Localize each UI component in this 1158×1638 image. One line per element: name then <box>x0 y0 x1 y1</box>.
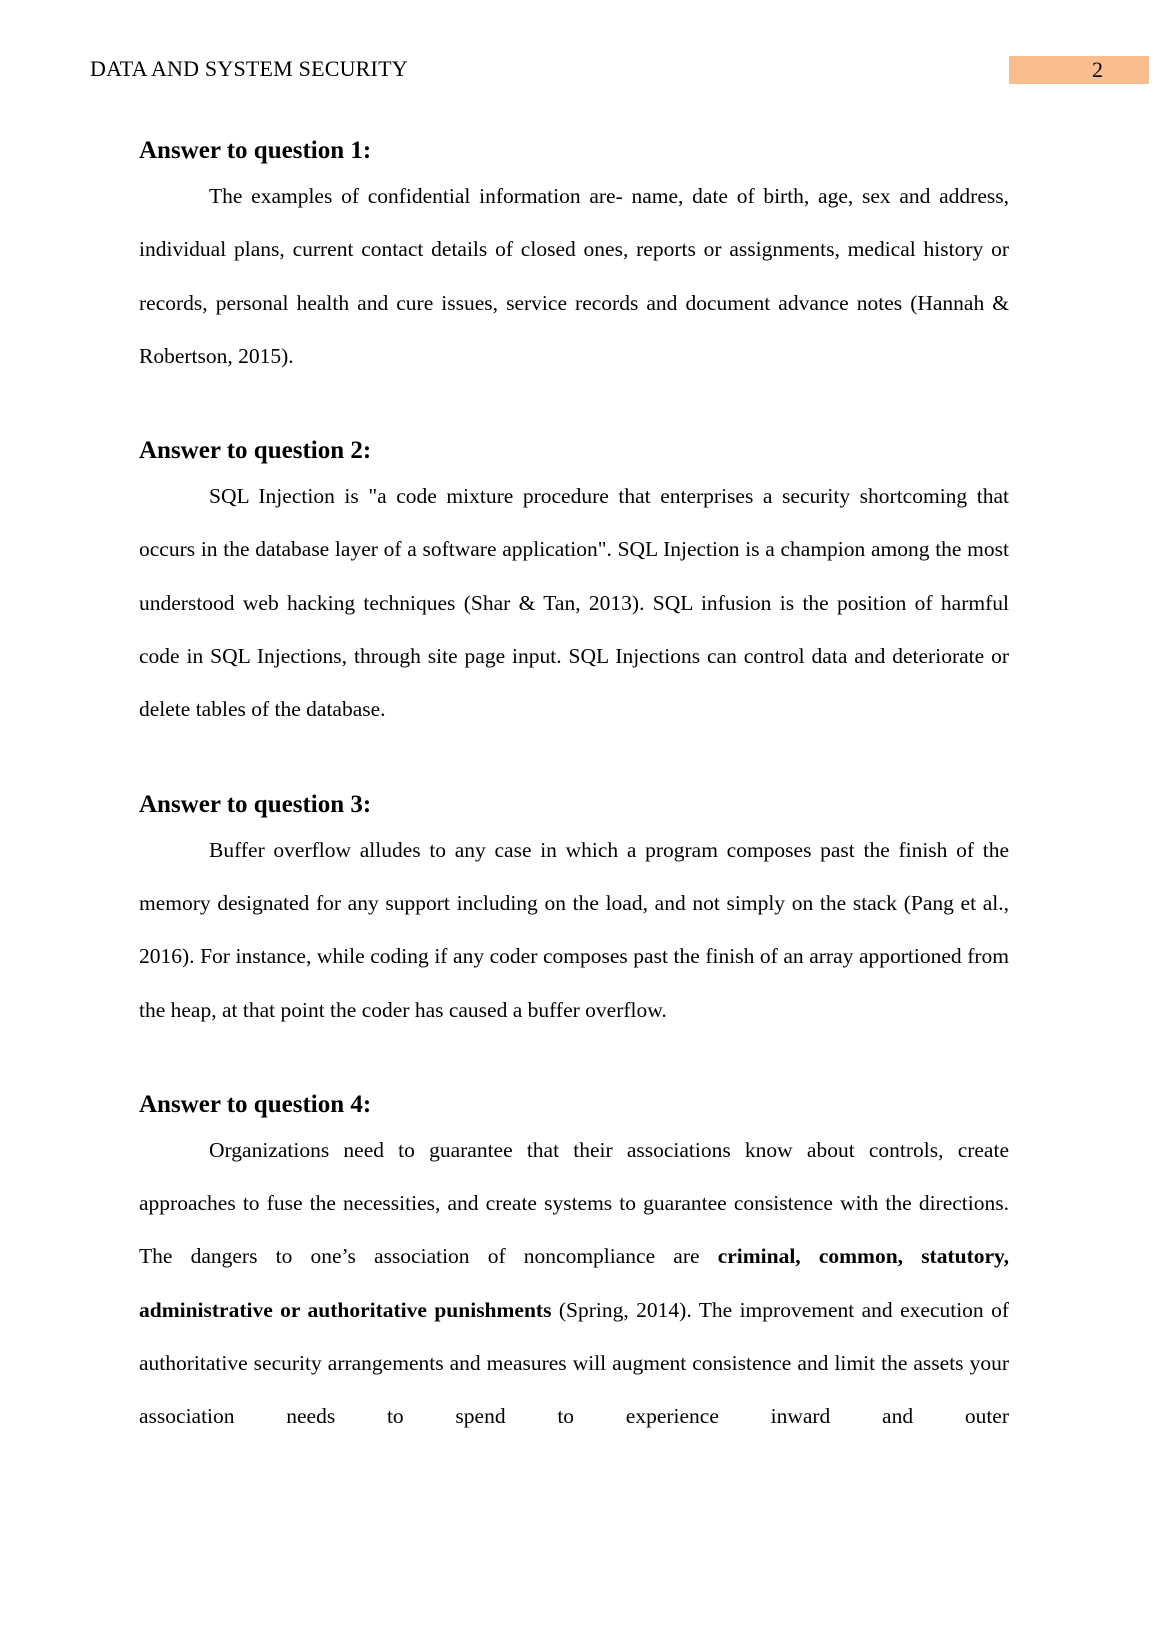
section-heading: Answer to question 2: <box>139 437 372 465</box>
section-heading: Answer to question 4: <box>139 1090 372 1118</box>
section-heading: Answer to question 1: <box>139 137 372 164</box>
section-gap <box>139 383 1009 432</box>
section-paragraph: SQL Injection is "a code mixture procedure that enterprises a security shortcoming that occurs in the database layer of a software application". SQL Injection is a champion among the most understood web hacking techniques (Shar & Tan, 2013). SQL infusion is the position of harmful code in SQL Injections, through site page input. SQL Injections can control data and deteriorate or delete tables of the database. <box>139 484 1009 722</box>
section-paragraph <box>139 1124 1009 1444</box>
section-question-1 <box>139 132 1009 383</box>
document-body <box>139 132 1009 1444</box>
section-gap <box>139 1037 1009 1086</box>
paragraph-text: Organizations need to guarantee that their associations know about controls, create approaches to fuse the necessities, and create systems to guarantee consistence with the directions. The dangers to one’s association of noncompliance are <box>139 1137 1009 1269</box>
page-number: 2 <box>1009 56 1149 84</box>
section-paragraph: Buffer overflow alludes to any case in which a program composes past the finish of the memory designated for any support including on the load, and not simply on the stack (Pang et al., 2016). For instance, while coding if any coder composes past the finish of an array apportioned from the heap, at that point the coder has caused a buffer overflow. <box>139 837 1009 1022</box>
paragraph-text: (Spring, 2014). The improvement and execution of authoritative security arrangements and measures will augment consistence and limit the assets your association needs to spend to experience inward and outer <box>139 1297 1010 1429</box>
section-question-3 <box>139 786 1009 1037</box>
running-head: DATA AND SYSTEM SECURITY <box>90 56 408 81</box>
section-gap <box>139 737 1009 786</box>
section-question-4 <box>139 1086 1009 1444</box>
section-question-2 <box>139 432 1009 736</box>
section-paragraph: The examples of confidential information are- name, date of birth, age, sex and address, individual plans, current contact details of closed ones, reports or assignments, medical history or records, personal health and cure issues, service records and document advance notes (Hannah & Robertson, 2015). <box>139 184 1009 368</box>
paragraph-bold-text: criminal, common, statutory, administrative or authoritative punishments <box>139 1244 1009 1322</box>
section-heading: Answer to question 3: <box>139 790 372 818</box>
